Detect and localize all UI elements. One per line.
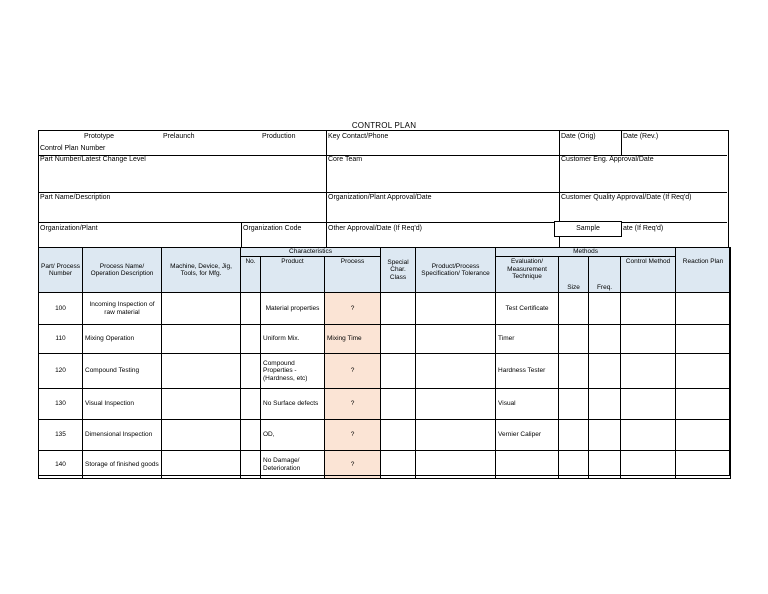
part-name-label: Part Name/Description bbox=[40, 194, 111, 201]
row-product: Compound Properties - (Hardness, etc) bbox=[261, 354, 325, 389]
customer-quality-approval-label: Customer Quality Approval/Date (If Req'd) bbox=[561, 194, 692, 201]
core-team-label: Core Team bbox=[328, 156, 363, 163]
col-methods: Methods bbox=[496, 248, 676, 257]
col-process-name: Process Name/ Operation Description bbox=[83, 248, 162, 293]
production-label: Production bbox=[262, 133, 296, 140]
row-product: No Surface defects bbox=[261, 389, 325, 420]
col-control-method: Control Method bbox=[621, 257, 676, 293]
col-machine: Machine, Device, Jig, Tools, for Mfg. bbox=[162, 248, 241, 293]
col-part-number: Part/ Process Number bbox=[39, 248, 83, 293]
table-row bbox=[39, 389, 731, 420]
table-row bbox=[39, 293, 731, 325]
row-process: ? bbox=[325, 354, 381, 389]
org-plant-approval-label: Organization/Plant Approval/Date bbox=[328, 194, 432, 201]
row-evaluation: Hardness Tester bbox=[496, 354, 559, 389]
row-product: Uniform Mix. bbox=[261, 325, 325, 354]
page-title: CONTROL PLAN bbox=[351, 121, 417, 130]
table-row bbox=[39, 325, 731, 354]
row-product: No Damage/ Deterioration bbox=[261, 451, 325, 479]
date-orig-label: Date (Orig) bbox=[561, 133, 596, 140]
col-size: Size bbox=[559, 257, 589, 293]
table-row bbox=[39, 451, 731, 479]
row-evaluation: Vernier Caliper bbox=[496, 420, 559, 451]
prelaunch-label: Prelaunch bbox=[163, 133, 195, 140]
row-process: ? bbox=[325, 451, 381, 479]
col-freq: Freq. bbox=[589, 257, 621, 293]
row-part: 110 bbox=[39, 325, 83, 354]
row-part: 120 bbox=[39, 354, 83, 389]
row-process-name: Mixing Operation bbox=[83, 325, 162, 354]
org-plant-label: Organization/Plant bbox=[40, 225, 98, 232]
row-process-name: Compound Testing bbox=[83, 354, 162, 389]
org-code-label: Organization Code bbox=[243, 225, 302, 232]
row-process: ? bbox=[325, 293, 381, 325]
col-evaluation: Evaluation/ Measurement Technique bbox=[496, 257, 559, 293]
row-process: ? bbox=[325, 389, 381, 420]
row-part: 140 bbox=[39, 451, 83, 479]
customer-eng-approval-label: Customer Eng. Approval/Date bbox=[561, 156, 654, 163]
part-number-label: Part Number/Latest Change Level bbox=[40, 156, 146, 163]
row-evaluation: Visual bbox=[496, 389, 559, 420]
row-evaluation: Timer bbox=[496, 325, 559, 354]
col-spec-tolerance: Product/Process Specification/ Tolerance bbox=[416, 248, 496, 293]
col-characteristics: Characteristics bbox=[241, 248, 381, 257]
table-row bbox=[39, 354, 731, 389]
row-part: 135 bbox=[39, 420, 83, 451]
sample-stamp: Sample bbox=[554, 221, 622, 237]
row-part: 130 bbox=[39, 389, 83, 420]
other-approval-2-label: ate (If Req'd) bbox=[623, 225, 664, 232]
col-special-char: Special Char. Class bbox=[381, 248, 416, 293]
row-evaluation: Test Certificate bbox=[496, 293, 559, 325]
col-process: Process bbox=[325, 257, 381, 293]
control-plan-table bbox=[38, 247, 731, 479]
row-process-name: Dimensional Inspection bbox=[83, 420, 162, 451]
prototype-label: Prototype bbox=[84, 133, 114, 140]
row-process: Mixing Time bbox=[325, 325, 381, 354]
other-approval-label: Other Approval/Date (If Req'd) bbox=[328, 225, 422, 232]
col-product: Product bbox=[261, 257, 325, 293]
row-product: OD, bbox=[261, 420, 325, 451]
key-contact-label: Key Contact/Phone bbox=[328, 133, 389, 140]
row-part: 100 bbox=[39, 293, 83, 325]
table-row bbox=[39, 420, 731, 451]
row-evaluation bbox=[496, 451, 559, 479]
row-process-name: Storage of finished goods bbox=[83, 451, 162, 479]
row-process-name: Visual Inspection bbox=[83, 389, 162, 420]
col-no: No. bbox=[241, 257, 261, 293]
date-rev-label: Date (Rev.) bbox=[623, 133, 659, 140]
row-process: ? bbox=[325, 420, 381, 451]
col-reaction-plan: Reaction Plan bbox=[676, 248, 731, 293]
header-block bbox=[38, 130, 729, 248]
row-product: Material properties bbox=[261, 293, 325, 325]
control-plan-number-label: Control Plan Number bbox=[40, 145, 106, 152]
row-process-name: Incoming Inspection of raw material bbox=[83, 293, 162, 325]
